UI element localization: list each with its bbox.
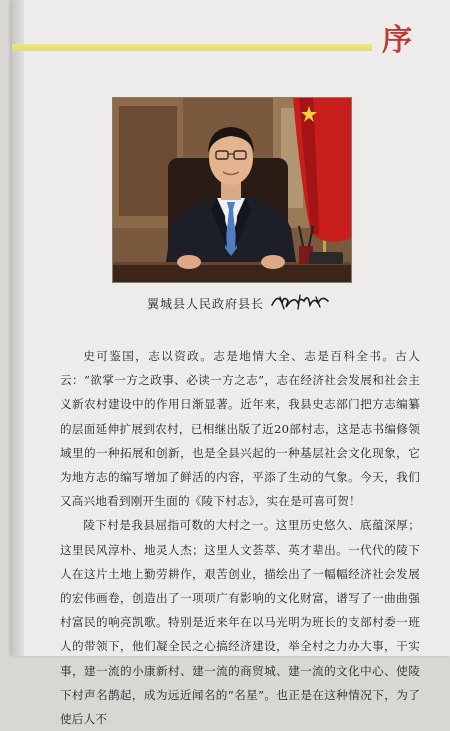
title-bar [12,44,372,51]
signature-image [270,291,332,315]
photo-caption [147,290,347,316]
page-edge [12,0,24,656]
preface-body [60,344,420,731]
page-title: 序 [382,23,412,58]
paragraph: 陵下村是我县屈指可数的大村之一。这里历史悠久、底蕴深厚；这里民风淳朴、地灵人杰；这里人文荟萃、英才辈出。一代代的陵下人在这片土地上勤劳耕作，艰苦创业，描绘出了一幅幅经济社会发展的宏伟画卷，创造出了一项项广有影响的文化财富，谱写了一曲曲强村富民的响亮凯歌。特别是近来年在以马光明为班长的支部村委一班人的带领下，他们凝全民之心搞经济建设，举全村之力办大事，干实事，建一流的小康新村、建一流的商贸城、建一流的文化中心、使陵下村声名鹊起，成为远近闻名的“名星”。也正是在这种情况下，为了使后人不 [60,518,420,727]
caption-text: 翼城县人民政府县长 [147,296,265,311]
portrait-illustration [113,98,351,282]
page [12,0,450,727]
portrait-photo [112,97,352,283]
paragraph: 史可鉴国，志以资政。志是地情大全、志是百科全书。古人云：“欲掌一方之政事、必读一方之志”，志在经济社会发展和社会主义新农村建设中的作用日渐显著。近年来，我县史志部门把方志编纂的层面延伸扩展到农村，已相继出版了近20部村志，这是志书编修领域里的一种拓展和创新，也是全县兴起的一种基层社会文化现象，它为地方志的编写增加了鲜活的内容，平添了生动的气象。今天，我们又高兴地看到刚开生面的《陵下村志》，实在是可喜可贺！ [60,349,420,509]
